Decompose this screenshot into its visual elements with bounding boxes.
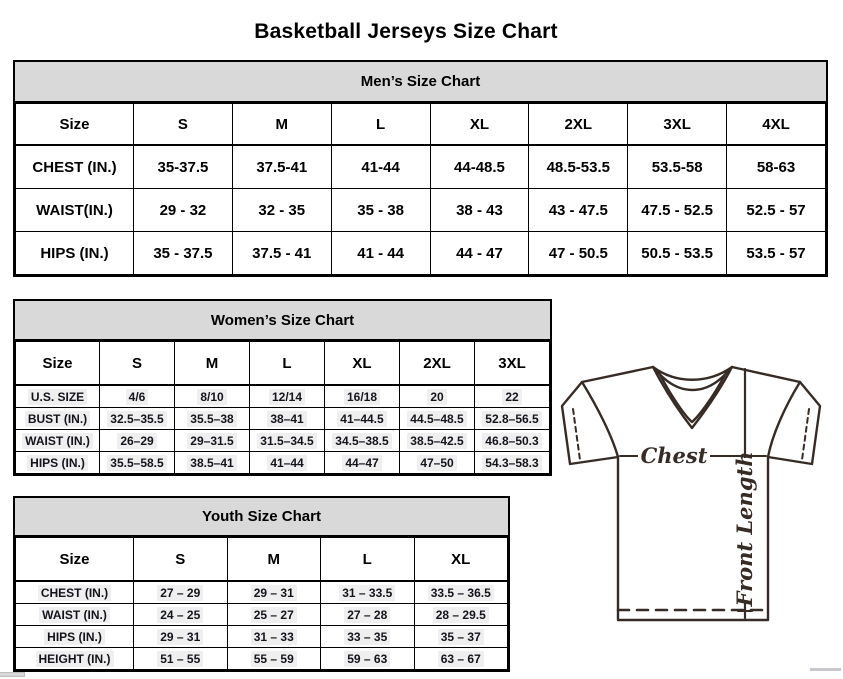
youth-size-label-text: Size [59,550,90,568]
women-value-cell-text: 41–44.5 [337,411,386,427]
women-value-cell [325,408,400,430]
womens-table-grid [15,341,550,474]
women-row-label-text: WAIST (IN.) [22,433,93,449]
women-value-cell-text: 32.5–35.5 [107,411,166,427]
men-data-row [16,189,826,232]
women-column-header [400,342,475,386]
women-value-cell [400,452,475,474]
men-value-cell-text: 37.5-41 [256,158,308,176]
youth-value-cell [414,626,508,648]
men-size-header-row [16,104,826,146]
men-value-cell [628,189,727,232]
men-value-cell-text: 35 - 38 [357,201,404,219]
women-value-cell [325,430,400,452]
youth-row-label-text: HEIGHT (IN.) [36,651,114,667]
men-value-cell [727,232,826,275]
youth-column-header [414,538,508,582]
men-value-cell-text: 50.5 - 53.5 [641,244,713,262]
women-data-row [16,385,550,408]
women-value-cell [100,430,175,452]
women-value-cell [250,452,325,474]
youth-value-cell [134,604,228,626]
men-value-cell [628,232,727,275]
youth-value-cell-text: 33.5 – 36.5 [428,585,494,601]
women-value-cell-text: 38–41 [267,411,306,427]
youth-value-cell-text: 27 – 28 [344,607,390,623]
youth-column-header-text: M [267,550,280,568]
women-value-cell [475,385,550,408]
women-value-cell-text: 52.8–56.5 [482,411,541,427]
women-value-cell-text: 41–44 [267,455,306,471]
men-row-label [16,189,134,232]
women-value-cell [400,408,475,430]
youth-column-header [134,538,228,582]
men-value-cell-text: 53.5 - 57 [746,244,806,262]
women-column-header-text: M [205,354,219,372]
women-value-cell [475,408,550,430]
women-value-cell [250,385,325,408]
youth-value-cell-text: 28 – 29.5 [433,607,489,623]
men-column-header-text: M [275,115,289,133]
youth-column-header-text: XL [451,550,471,568]
scrollbar-fragment-right[interactable] [810,668,841,671]
men-value-cell [628,145,727,189]
youth-value-cell [414,581,508,604]
youth-value-cell-text: 33 – 35 [344,629,390,645]
women-value-cell-text: 35.5–58.5 [107,455,166,471]
youth-value-cell-text: 31 – 33 [251,629,297,645]
mens-table-grid [15,103,826,275]
v-neck-outer [653,367,732,428]
jersey-outline [562,367,820,620]
youth-column-header-text: L [362,550,372,568]
chest-label: Chest [640,443,708,468]
youth-row-label-text: WAIST (IN.) [39,607,110,623]
men-value-cell-text: 29 - 32 [159,201,207,219]
women-value-cell-text: 20 [427,389,446,405]
men-value-cell-text: 53.5-58 [651,158,703,176]
men-column-header [232,104,331,146]
women-column-header [475,342,550,386]
men-row-label [16,232,134,275]
women-value-cell [400,430,475,452]
men-column-header-text: 4XL [762,115,790,133]
right-armhole-seam [768,382,800,457]
men-value-cell-text: 41-44 [361,158,400,176]
men-value-cell-text: 32 - 35 [258,201,306,219]
youth-value-cell-text: 35 – 37 [438,629,484,645]
women-column-header [250,342,325,386]
youth-value-cell-text: 24 – 25 [157,607,203,623]
women-column-header [100,342,175,386]
women-column-header-text: XL [352,354,372,372]
men-row-label-text: WAIST(IN.) [36,201,113,219]
men-value-cell [232,189,331,232]
women-value-cell-text: 47–50 [417,455,456,471]
men-value-cell-text: 41 - 44 [357,244,404,262]
youth-size-header-row [16,538,508,582]
youth-value-cell [321,626,415,648]
youth-value-cell [321,604,415,626]
women-data-row [16,408,550,430]
men-column-header [628,104,727,146]
women-value-cell-text: 4/6 [126,389,149,405]
men-value-cell-text: 37.5 - 41 [252,244,312,262]
women-row-label [16,385,100,408]
men-value-cell-text: 35 - 37.5 [153,244,213,262]
men-value-cell [331,232,430,275]
men-column-header [727,104,826,146]
women-value-cell [100,408,175,430]
women-value-cell-text: 29–31.5 [187,433,236,449]
youth-data-row [16,604,508,626]
women-value-cell [250,408,325,430]
youth-value-cell [134,581,228,604]
women-data-row [16,430,550,452]
youth-value-cell [227,581,321,604]
women-value-cell-text: 44–47 [342,455,381,471]
women-value-cell-text: 31.5–34.5 [257,433,316,449]
men-data-row [16,232,826,275]
men-row-label-text: CHEST (IN.) [32,158,117,176]
front-length-label: Front Length [732,451,757,607]
jersey-diagram-svg [556,360,826,628]
women-value-cell-text: 34.5–38.5 [332,433,391,449]
women-size-label [16,342,100,386]
youth-value-cell [134,648,228,670]
youth-data-row [16,626,508,648]
women-value-cell [325,452,400,474]
women-size-label-text: Size [42,354,73,372]
youth-value-cell [414,648,508,670]
youth-value-cell [321,648,415,670]
women-column-header-text: 2XL [423,354,451,372]
youth-table-grid [15,537,508,670]
men-value-cell [232,145,331,189]
left-cuff-dashed-line [573,409,580,460]
women-value-cell [475,452,550,474]
womens-size-table [13,299,552,476]
men-value-cell [134,189,233,232]
women-value-cell-text: 44.5–48.5 [407,411,466,427]
men-column-header [134,104,233,146]
men-column-header-text: 2XL [564,115,593,133]
youth-value-cell [227,604,321,626]
youth-value-cell [321,581,415,604]
men-value-cell-text: 43 - 47.5 [548,201,608,219]
women-column-header [175,342,250,386]
youth-size-label [16,538,134,582]
women-row-label [16,452,100,474]
youth-value-cell-text: 29 – 31 [157,629,203,645]
youth-value-cell-text: 63 – 67 [438,651,484,667]
men-value-cell [232,232,331,275]
women-value-cell-text: 54.3–58.3 [482,455,541,471]
women-value-cell [250,430,325,452]
men-column-header-text: XL [469,115,490,133]
women-value-cell [175,430,250,452]
women-value-cell-text: 38.5–41 [187,455,236,471]
men-data-row [16,145,826,189]
jersey-measurement-diagram [556,360,826,628]
youth-value-cell-text: 31 – 33.5 [339,585,395,601]
men-column-header-text: 3XL [663,115,691,133]
youth-value-cell-text: 25 – 27 [251,607,297,623]
women-data-row [16,452,550,474]
women-column-header-text: 3XL [498,354,526,372]
youth-value-cell-text: 27 – 29 [157,585,203,601]
men-row-label-text: HIPS (IN.) [40,244,109,262]
youth-value-cell [227,648,321,670]
youth-value-cell [414,604,508,626]
men-row-label [16,145,134,189]
women-value-cell-text: 22 [502,389,521,405]
men-value-cell-text: 44 - 47 [456,244,503,262]
men-value-cell [430,189,529,232]
women-value-cell [325,385,400,408]
youth-data-row [16,581,508,604]
youth-value-cell-text: 55 – 59 [251,651,297,667]
men-value-cell-text: 44-48.5 [454,158,505,176]
youth-row-label [16,604,134,626]
men-value-cell-text: 58-63 [756,158,796,176]
youth-column-header [227,538,321,582]
youth-row-label [16,626,134,648]
men-value-cell [430,145,529,189]
women-value-cell-text: 38.5–42.5 [407,433,466,449]
women-value-cell [400,385,475,408]
men-value-cell [430,232,529,275]
women-value-cell [175,408,250,430]
mens-table-title: Men’s Size Chart [360,73,481,90]
men-column-header [529,104,628,146]
men-value-cell [529,232,628,275]
women-row-label-text: U.S. SIZE [28,389,87,405]
youth-table-title: Youth Size Chart [202,508,321,525]
scrollbar-fragment-left[interactable] [0,672,25,677]
left-armhole-seam [582,382,618,457]
men-value-cell-text: 38 - 43 [456,201,503,219]
men-value-cell-text: 52.5 - 57 [746,201,806,219]
men-value-cell [331,189,430,232]
youth-table-header [15,498,508,537]
women-column-header [325,342,400,386]
youth-value-cell-text: 59 – 63 [344,651,390,667]
mens-size-table [13,60,828,277]
men-value-cell [529,145,628,189]
youth-row-label-text: HIPS (IN.) [44,629,105,645]
youth-column-header [321,538,415,582]
men-value-cell-text: 47.5 - 52.5 [641,201,713,219]
men-value-cell [727,145,826,189]
women-value-cell [175,452,250,474]
youth-value-cell [227,626,321,648]
women-value-cell [100,452,175,474]
women-column-header-text: L [282,354,292,372]
men-value-cell [134,232,233,275]
men-column-header [331,104,430,146]
women-row-label-text: HIPS (IN.) [27,455,88,471]
women-value-cell [475,430,550,452]
women-row-label-text: BUST (IN.) [25,411,90,427]
women-value-cell-text: 12/14 [269,389,305,405]
youth-value-cell [134,626,228,648]
men-value-cell [331,145,430,189]
women-column-header-text: S [131,354,142,372]
men-value-cell [134,145,233,189]
women-row-label [16,430,100,452]
page-title: Basketball Jerseys Size Chart [254,20,558,44]
youth-column-header-text: S [175,550,186,568]
women-value-cell-text: 35.5–38 [187,411,236,427]
men-value-cell-text: 47 - 50.5 [548,244,608,262]
women-row-label [16,408,100,430]
men-column-header-text: S [177,115,188,133]
youth-row-label [16,581,134,604]
youth-data-row [16,648,508,670]
womens-table-title: Women’s Size Chart [210,311,355,329]
women-size-header-row [16,342,550,386]
men-value-cell-text: 35-37.5 [157,158,209,176]
men-value-cell [727,189,826,232]
youth-value-cell-text: 51 – 55 [157,651,203,667]
women-value-cell [175,385,250,408]
women-value-cell-text: 46.8–50.3 [482,433,541,449]
men-column-header [430,104,529,146]
men-size-label [16,104,134,146]
mens-table-header [15,62,826,103]
men-column-header-text: L [376,115,386,133]
youth-value-cell-text: 29 – 31 [251,585,297,601]
women-value-cell-text: 26–29 [117,433,156,449]
women-value-cell [100,385,175,408]
men-size-label-text: Size [59,115,90,133]
men-value-cell [529,189,628,232]
right-cuff-dashed-line [802,409,809,460]
youth-size-table [13,496,510,672]
womens-table-header [15,301,550,341]
youth-row-label-text: CHEST (IN.) [38,585,111,601]
women-value-cell-text: 16/18 [344,389,380,405]
women-value-cell-text: 8/10 [197,389,226,405]
men-value-cell-text: 48.5-53.5 [546,158,610,176]
youth-row-label [16,648,134,670]
